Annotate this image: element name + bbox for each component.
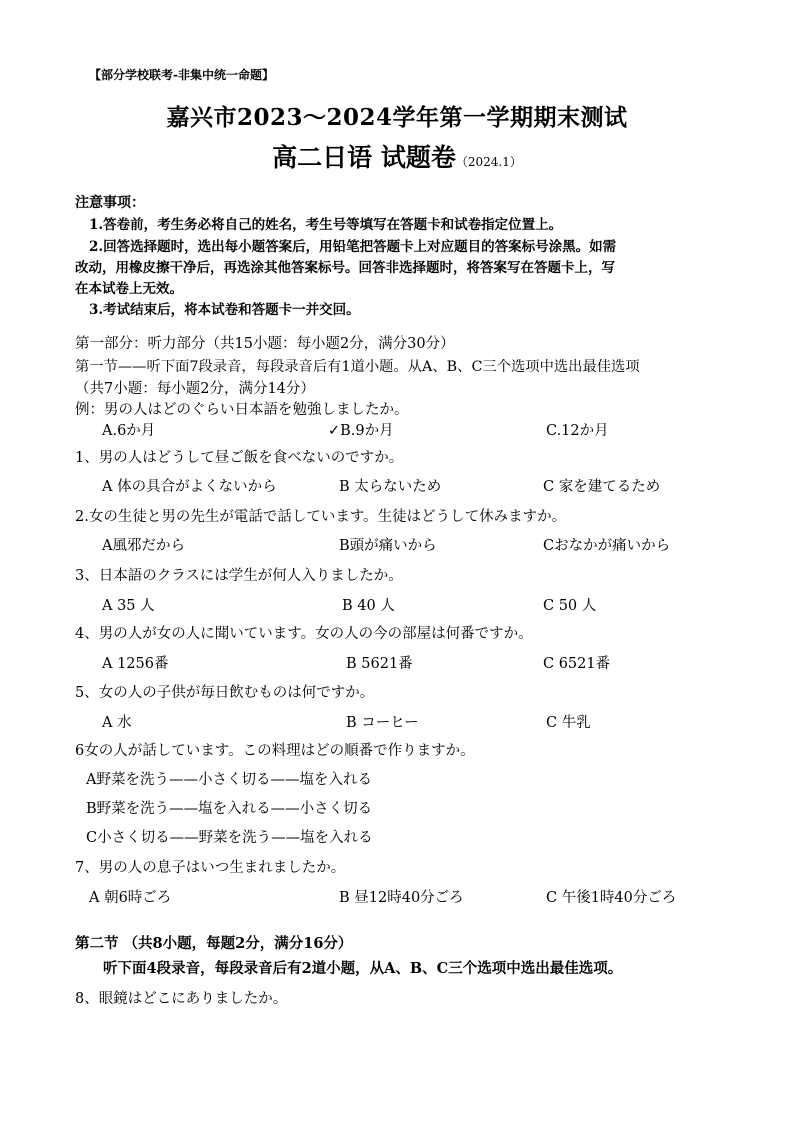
notes-heading: 注意事项： <box>75 195 145 211</box>
q3-option-a: A 35 人 <box>102 598 155 614</box>
note-line: 改动，用橡皮擦干净后，再选涂其他答案标号。回答非选择题时，将答案写在答题卡上，写 <box>75 260 615 276</box>
question-3: 3、日本語のクラスには学生が何人入りましたか。 <box>75 568 403 584</box>
example-option-b: ✓B.9か月 <box>328 423 394 439</box>
example-option-a: A.6か月 <box>102 423 156 439</box>
q7-option-a: A 朝6時ごろ <box>89 890 172 906</box>
exam-tag: 【部分学校联考-非集中统一命题】 <box>89 68 274 82</box>
exam-date: （2024.1） <box>455 155 522 169</box>
q3-option-b: B 40 人 <box>342 598 395 614</box>
q1-option-b: B 太らないため <box>339 479 442 495</box>
section2-instruction: 听下面4段录音，每段录音后有2道小题，从A、B、C三个选项中选出最佳选项。 <box>103 960 623 977</box>
q5-option-c: C 牛乳 <box>546 715 591 731</box>
question-1: 1、男の人はどうして昼ご飯を食べないのですか。 <box>75 450 404 466</box>
q1-option-a: A 体の具合がよくないから <box>102 479 277 495</box>
question-7: 7、男の人の息子はいつ生まれましたか。 <box>75 860 346 876</box>
section1-points: （共7小题：每小题2分，满分14分） <box>75 381 315 397</box>
question-2: 2.女の生徒と男の先生が電話で話しています。生徒はどうして休みますか。 <box>75 509 567 525</box>
q6-option-b: B野菜を洗う——塩を入れる——小さく切る <box>86 801 373 817</box>
note-line: 2.回答选择题时，选出每小题答案后，用铅笔把答题卡上对应题目的答案标号涂黑。如需 <box>89 239 617 255</box>
question-5: 5、女の人の子供が毎日飲むものは何ですか。 <box>75 685 375 701</box>
q6-option-a: A野菜を洗う——小さく切る——塩を入れる <box>86 772 372 788</box>
exam-title: 嘉兴市2023～2024学年第一学期期末测试 <box>166 104 628 131</box>
question-8: 8、眼鏡はどこにありましたか。 <box>75 991 288 1007</box>
q5-option-a: A 水 <box>102 715 132 731</box>
q2-option-a: A風邪だから <box>102 538 185 554</box>
q4-option-c: C 6521番 <box>543 656 611 672</box>
question-6: 6女の人が話しています。この料理はどの順番で作りますか。 <box>75 743 475 759</box>
note-line: 1.答卷前，考生务必将自己的姓名，考生号等填写在答题卡和试卷指定位置上。 <box>89 217 563 233</box>
q1-option-c: C 家を建てるため <box>543 479 661 495</box>
example-question: 例：男の人はどのぐらい日本語を勉強しましたか。 <box>75 402 409 418</box>
q7-option-c: C 午後1時40分ごろ <box>546 890 677 906</box>
q6-option-c: C小さく切る——野菜を洗う——塩を入れる <box>86 830 373 846</box>
note-line: 在本试卷上无效。 <box>75 281 183 297</box>
q3-option-c: C 50 人 <box>543 598 597 614</box>
q5-option-b: B コーヒー <box>346 715 419 731</box>
q7-option-b: B 昼12時40分ごろ <box>339 890 464 906</box>
example-option-c: C.12か月 <box>546 423 609 439</box>
question-4: 4、男の人が女の人に聞いています。女の人の今の部屋は何番ですか。 <box>75 626 533 642</box>
exam-subtitle <box>0 138 794 174</box>
section1-instruction: 第一节——听下面7段录音，每段录音后有1道小题。从A、B、C三个选项中选出最佳选项 <box>75 359 640 375</box>
subject-title: 高二日语 试题卷 <box>272 143 456 172</box>
part1-heading: 第一部分：听力部分（共15小题：每小题2分，满分30分） <box>75 336 455 352</box>
q2-option-c: Cおなかが痛いから <box>543 538 671 554</box>
note-line: 3.考试结束后，将本试卷和答题卡一并交回。 <box>89 302 360 318</box>
q4-option-b: B 5621番 <box>346 656 413 672</box>
q2-option-b: B頭が痛いから <box>339 538 437 554</box>
section2-heading: 第二节 （共8小题，每题2分，满分16分） <box>75 935 353 952</box>
q4-option-a: A 1256番 <box>102 656 169 672</box>
